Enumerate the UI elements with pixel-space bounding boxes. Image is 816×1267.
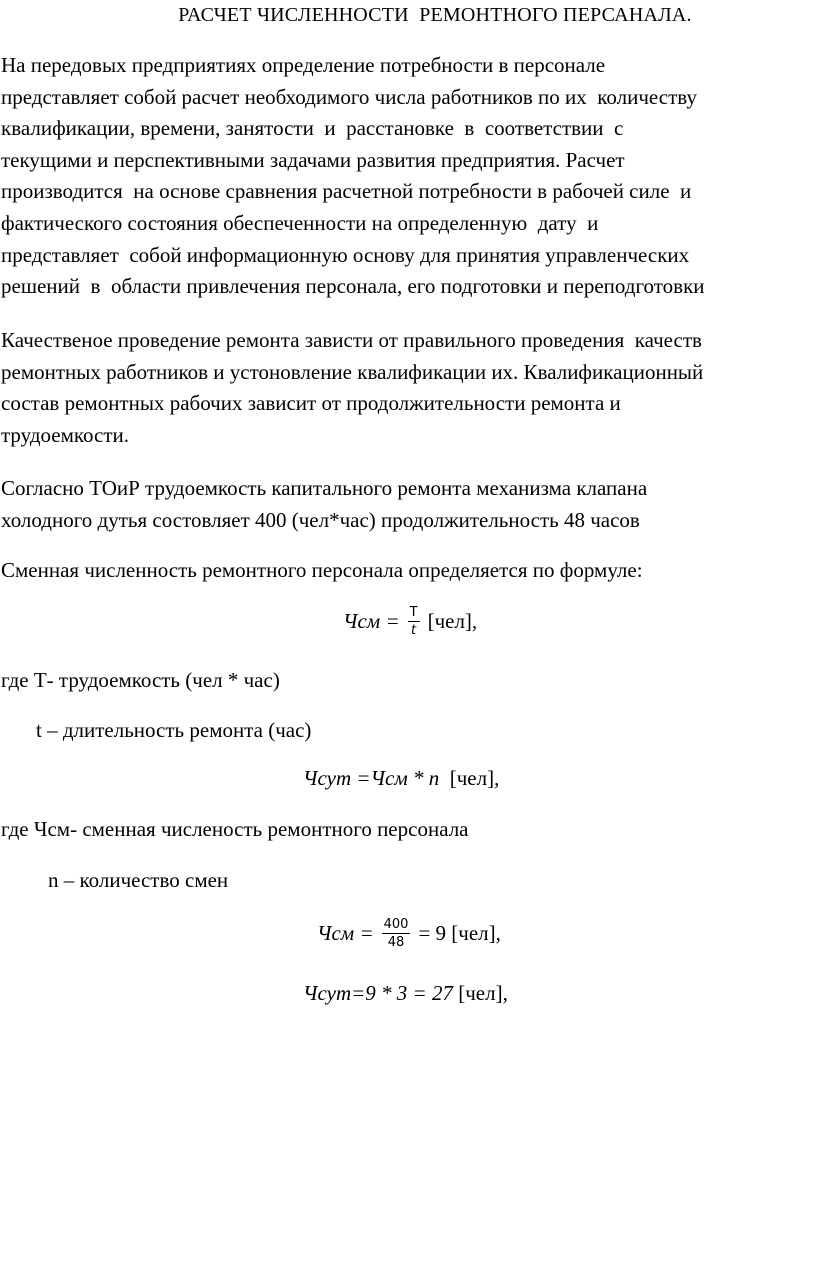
formula-lhs: Чсм = bbox=[317, 921, 374, 945]
fraction-numerator: 400 bbox=[383, 917, 409, 932]
fraction bbox=[408, 604, 420, 639]
shift-staff-calculation bbox=[317, 916, 501, 951]
paragraph-line: состав ремонтных рабочих зависит от продолжительности ремонта и bbox=[1, 391, 621, 416]
daily-staff-calculation bbox=[303, 981, 508, 1006]
paragraph-line: Сменная численность ремонтного персонала определяется по формуле: bbox=[1, 558, 643, 582]
definition-shift-count: n – количество смен bbox=[48, 868, 229, 892]
formula-lhs: Чсут=9 * 3 = 27 bbox=[303, 981, 453, 1005]
paragraph-line: квалификации, времени, занятости и расстановке в соответствии с bbox=[1, 116, 624, 141]
paragraph-line: текущими и перспективными задачами развития предприятия. Расчет bbox=[1, 147, 625, 172]
definition-labor: где Т- трудоемкость (чел * час) bbox=[1, 668, 280, 692]
fraction-numerator: T bbox=[409, 605, 418, 620]
paragraph-line: ремонтных работников и устоновление квалификации их. Квалификационный bbox=[1, 359, 704, 384]
paragraph-line: холодного дутья состовляет 400 (чел*час) продолжительность 48 часов bbox=[1, 507, 640, 532]
daily-staff-formula bbox=[303, 766, 499, 791]
document-title: РАСЧЕТ ЧИСЛЕННОСТИ РЕМОНТНОГО ПЕРСАНАЛА. bbox=[178, 4, 692, 26]
paragraph-intro bbox=[1, 50, 816, 303]
paragraph-line: представляет собой расчет необходимого числа работников по их количеству bbox=[1, 84, 697, 109]
fraction-denominator: t bbox=[411, 623, 417, 638]
formula-lhs: Чсут =Чсм * n bbox=[303, 766, 440, 790]
fraction bbox=[382, 916, 411, 951]
formula-lhs: Чсм = bbox=[343, 609, 400, 633]
paragraph-line: представляет собой информационную основу для принятия управленческих bbox=[1, 242, 690, 267]
paragraph-line: Качественое проведение ремонта зависти от правильного проведения качеств bbox=[1, 328, 702, 352]
paragraph-line: трудоемкости. bbox=[1, 422, 130, 447]
definition-shift-staff: где Чсм- сменная численость ремонтного персонала bbox=[1, 817, 469, 841]
paragraph-line: производится на основе сравнения расчетной потребности в рабочей силе и bbox=[1, 179, 692, 204]
paragraph-line: Согласно ТОиР трудоемкость капитального ремонта механизма клапана bbox=[1, 476, 648, 500]
paragraph-toir bbox=[1, 473, 816, 536]
paragraph-line: На передовых предприятиях определение потребности в персонале bbox=[1, 53, 606, 77]
paragraph-line: решений в области привлечения персонала, его подготовки и переподготовки bbox=[1, 274, 705, 299]
definition-duration: t – длительность ремонта (час) bbox=[36, 718, 312, 742]
formula-rhs: [чел], bbox=[452, 981, 508, 1005]
formula-rhs: [чел], bbox=[439, 766, 500, 790]
paragraph-line: фактического состояния обеспеченности на определенную дату и bbox=[1, 210, 599, 235]
shift-staff-formula bbox=[343, 604, 477, 639]
fraction-denominator: 48 bbox=[387, 935, 405, 950]
formula-rhs: = 9 [чел], bbox=[418, 921, 501, 945]
paragraph-formula-intro bbox=[1, 555, 816, 587]
paragraph-quality bbox=[1, 325, 816, 451]
formula-rhs: [чел], bbox=[427, 609, 478, 633]
